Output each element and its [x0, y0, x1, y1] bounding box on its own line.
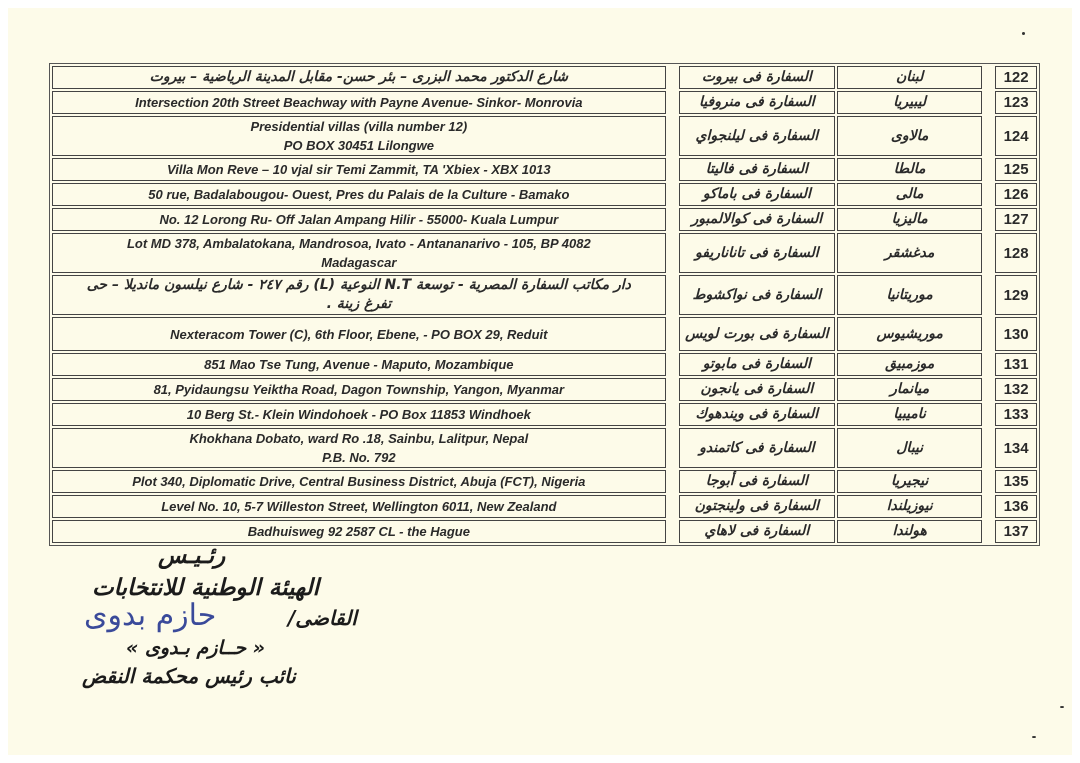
- country-cell: ليبيريا: [837, 91, 982, 114]
- address-cell: [52, 495, 666, 518]
- embassy-cell: السفارة فى بورت لويس: [679, 317, 835, 351]
- embassy-cell: السفارة فى ويندهوك: [679, 403, 835, 426]
- address-line: 81, Pyidaungsu Yeiktha Road, Dagon Township, Yangon, Myanmar: [153, 382, 565, 397]
- row-number-cell: 130: [995, 317, 1037, 351]
- address-cell: [52, 470, 666, 493]
- scan-speck: [1032, 736, 1036, 738]
- column-gap: [984, 208, 993, 231]
- table-row: [52, 208, 1037, 231]
- embassy-cell: السفارة فى يانجون: [679, 378, 835, 401]
- address-line: Presidential villas (villa number 12): [250, 119, 468, 134]
- column-gap: [668, 275, 677, 315]
- table-row: [52, 317, 1037, 351]
- embassy-cell: السفارة فى منروفيا: [679, 91, 835, 114]
- address-cell: [52, 116, 666, 156]
- column-gap: [984, 116, 993, 156]
- embassy-cell: السفارة فى فاليتا: [679, 158, 835, 181]
- signatory-position: نائب رئيس محكمة النقض: [82, 664, 296, 688]
- judge-label: القاضى/: [288, 606, 357, 630]
- embassy-cell: السفارة فى بيروت: [679, 66, 835, 89]
- embassy-cell: السفارة فى ولينجتون: [679, 495, 835, 518]
- table-row: [52, 470, 1037, 493]
- column-gap: [984, 66, 993, 89]
- country-cell: ماليزيا: [837, 208, 982, 231]
- country-cell: مالاوى: [837, 116, 982, 156]
- address-line: دار مكاتب السفارة المصرية - توسعة N.T النوعية (L) رقم ٢٤٧ - شارع نيلسون مانديلا – حى: [86, 277, 631, 293]
- address-line: Intersection 20th Street Beachway with Payne Avenue- Sinkor- Monrovia: [135, 95, 583, 110]
- address-line: Nexteracom Tower (C), 6th Floor, Ebene, - PO BOX 29, Reduit: [170, 326, 548, 342]
- column-gap: [984, 91, 993, 114]
- table-row: [52, 378, 1037, 401]
- column-gap: [668, 378, 677, 401]
- row-number-cell: 123: [995, 91, 1037, 114]
- scan-speck: [1060, 706, 1064, 708]
- address-cell: [52, 91, 666, 114]
- column-gap: [984, 275, 993, 315]
- column-gap: [668, 158, 677, 181]
- address-line: Madagascar: [321, 255, 397, 270]
- country-cell: نيجيريا: [837, 470, 982, 493]
- address-cell: [52, 378, 666, 401]
- row-number-cell: 128: [995, 233, 1037, 273]
- address-cell: [52, 520, 666, 543]
- column-gap: [668, 233, 677, 273]
- scan-speck: [1022, 32, 1025, 35]
- table-row: [52, 353, 1037, 376]
- column-gap: [984, 470, 993, 493]
- column-gap: [984, 520, 993, 543]
- table-row: [52, 275, 1037, 315]
- column-gap: [668, 353, 677, 376]
- signature-title-line2: الهيئة الوطنية للانتخابات: [92, 575, 320, 601]
- table-row: [52, 403, 1037, 426]
- address-line: Level No. 10, 5-7 Willeston Street, Wellington 6011, New Zealand: [161, 499, 557, 514]
- embassy-cell: السفارة فى مابوتو: [679, 353, 835, 376]
- column-gap: [984, 495, 993, 518]
- row-number-cell: 134: [995, 428, 1037, 468]
- country-cell: نيوزيلندا: [837, 495, 982, 518]
- table-row: [52, 495, 1037, 518]
- embassy-cell: السفارة فى لاهاي: [679, 520, 835, 543]
- row-number-cell: 135: [995, 470, 1037, 493]
- row-number-cell: 125: [995, 158, 1037, 181]
- address-cell: [52, 317, 666, 351]
- table-row: [52, 520, 1037, 543]
- column-gap: [984, 158, 993, 181]
- column-gap: [668, 428, 677, 468]
- row-number-cell: 131: [995, 353, 1037, 376]
- table-row: [52, 233, 1037, 273]
- embassies-table: [49, 63, 1040, 546]
- row-number-cell: 136: [995, 495, 1037, 518]
- handwritten-signature: حازم بدوى: [84, 598, 217, 633]
- row-number-cell: 126: [995, 183, 1037, 206]
- address-cell: [52, 353, 666, 376]
- embassy-cell: السفارة فى كاتمندو: [679, 428, 835, 468]
- address-line: تفرغ زينة .: [326, 296, 392, 312]
- signatory-name: « حــازم بـدوى »: [126, 637, 266, 659]
- address-line: Lot MD 378, Ambalatokana, Mandrosoa, Ivato - Antananarivo - 105, BP 4082: [126, 236, 591, 251]
- address-line: P.B. No. 792: [322, 450, 396, 465]
- country-cell: موريتانيا: [837, 275, 982, 315]
- address-line: Plot 340, Diplomatic Drive, Central Business District, Abuja (FCT), Nigeria: [132, 474, 586, 489]
- address-line: Villa Mon Reve – 10 vjal sir Temi Zammit, TA 'Xbiex - XBX 1013: [167, 162, 551, 177]
- embassy-cell: السفارة فى نواكشوط: [679, 275, 835, 315]
- column-gap: [668, 403, 677, 426]
- country-cell: نيبال: [837, 428, 982, 468]
- table-row: [52, 158, 1037, 181]
- column-gap: [668, 495, 677, 518]
- country-cell: مدغشقر: [837, 233, 982, 273]
- address-cell: [52, 66, 666, 89]
- embassy-cell: السفارة فى تاناناريفو: [679, 233, 835, 273]
- table-row: [52, 91, 1037, 114]
- country-cell: مالى: [837, 183, 982, 206]
- row-number-cell: 129: [995, 275, 1037, 315]
- address-cell: [52, 275, 666, 315]
- row-number-cell: 124: [995, 116, 1037, 156]
- address-cell: [52, 158, 666, 181]
- column-gap: [668, 91, 677, 114]
- address-line: 10 Berg St.- Klein Windohoek - PO Box 11853 Windhoek: [186, 407, 531, 422]
- row-number-cell: 122: [995, 66, 1037, 89]
- table-row: [52, 66, 1037, 89]
- address-cell: [52, 183, 666, 206]
- column-gap: [668, 520, 677, 543]
- row-number-cell: 132: [995, 378, 1037, 401]
- column-gap: [668, 183, 677, 206]
- column-gap: [984, 378, 993, 401]
- column-gap: [984, 403, 993, 426]
- embassy-cell: السفارة فى باماكو: [679, 183, 835, 206]
- address-line: Khokhana Dobato, ward Ro .18, Sainbu, Lalitpur, Nepal: [189, 431, 529, 446]
- column-gap: [984, 428, 993, 468]
- address-line: PO BOX 30451 Lilongwe: [283, 138, 434, 153]
- address-line: شارع الدكتور محمد البزرى – بئر حسن- مقابل المدينة الرياضية – بيروت: [149, 69, 569, 85]
- table-row: [52, 116, 1037, 156]
- table-row: [52, 428, 1037, 468]
- column-gap: [668, 116, 677, 156]
- address-line: 50 rue, Badalabougou- Ouest, Pres du Palais de la Culture - Bamako: [148, 187, 570, 202]
- column-gap: [668, 66, 677, 89]
- column-gap: [984, 233, 993, 273]
- address-cell: [52, 233, 666, 273]
- column-gap: [668, 470, 677, 493]
- country-cell: هولندا: [837, 520, 982, 543]
- address-line: Badhuisweg 92 2587 CL - the Hague: [247, 524, 470, 539]
- address-line: No. 12 Lorong Ru- Off Jalan Ampang Hilir - 55000- Kuala Lumpur: [159, 212, 559, 227]
- address-cell: [52, 208, 666, 231]
- address-cell: [52, 428, 666, 468]
- address-cell: [52, 403, 666, 426]
- country-cell: ميانمار: [837, 378, 982, 401]
- address-line: 851 Mao Tse Tung, Avenue - Maputo, Mozambique: [204, 357, 514, 372]
- country-cell: مالطا: [837, 158, 982, 181]
- column-gap: [984, 353, 993, 376]
- signature-title-line1: رئـيـس: [158, 543, 226, 569]
- row-number-cell: 137: [995, 520, 1037, 543]
- row-number-cell: 133: [995, 403, 1037, 426]
- embassy-cell: السفارة فى كوالالمبور: [679, 208, 835, 231]
- embassy-cell: السفارة فى ليلنجواي: [679, 116, 835, 156]
- country-cell: لبنان: [837, 66, 982, 89]
- embassy-cell: السفارة فى أبوجا: [679, 470, 835, 493]
- column-gap: [984, 317, 993, 351]
- row-number-cell: 127: [995, 208, 1037, 231]
- column-gap: [668, 317, 677, 351]
- column-gap: [984, 183, 993, 206]
- country-cell: ناميبيا: [837, 403, 982, 426]
- column-gap: [668, 208, 677, 231]
- table-row: [52, 183, 1037, 206]
- country-cell: موزمبيق: [837, 353, 982, 376]
- country-cell: موريشيوس: [837, 317, 982, 351]
